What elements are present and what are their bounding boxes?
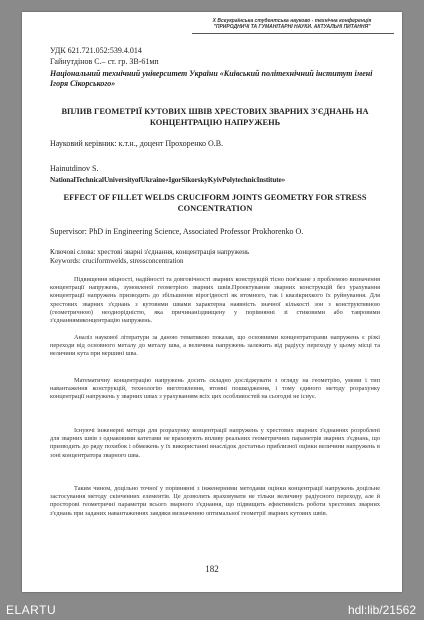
author-en: Hainutdinov S. bbox=[50, 164, 99, 173]
keywords-en: Keywords: cruciformwelds, stressconcentration bbox=[50, 257, 184, 265]
body-paragraph: Підвищення міцності, надійності та довговічності зварних конструкцій тісно пов'язане з проблемою визначення концентрації напружень, зумовленої геометрією зварних швів.Проектування зварних конструкцій без урахування концентрації напружень призводить до збільшення вірогідності як втомного, так і квазікрихкого їх руйнування. Для хрестових зварних з'єднань з кутовими швами характерна наявність значної кількості зон з конструктивною (геометричною) неоднорідністю, яка причинаніздвищену у порівнянні зі стиковими або тавровими з'єднаннямиконцентрацію напружень. bbox=[50, 276, 380, 325]
udk-code: УДК 621.721.052:539.4.014 bbox=[50, 46, 142, 55]
conference-header bbox=[192, 18, 392, 30]
document-page bbox=[22, 12, 402, 592]
body-paragraph: Математичну концентрацію напружень досить складно досліджувати з огляду на геометрію, умови і тип навантаження конструкцій, технологію виготовлення, втомні пошкодження, і тому єдиного методу розрахунку концентрації напружень у зварних швах з урахуванням всіх цих особливостей на сьогодні не існує. bbox=[50, 377, 380, 401]
supervisor-ua: Науковий керівник: к.т.н., доцент Прохоренко О.В. bbox=[50, 139, 224, 148]
affiliation-en: NationalTechnicalUniversityofUkraine«IgorSikorskyKyivPolytechnicInstitute» bbox=[50, 176, 286, 184]
conference-line-2: "ПРИРОДНИЧІ ТА ГУМАНІТАРНІ НАУКИ. АКТУАЛЬНІ ПИТАННЯ" bbox=[213, 24, 371, 30]
title-ua: ВПЛИВ ГЕОМЕТРІЇ КУТОВИХ ШВІВ ХРЕСТОВИХ ЗВАРНИХ З'ЄДНАНЬ НА КОНЦЕНТРАЦІЮ НАПРУЖЕНЬ bbox=[61, 107, 369, 127]
page-number: 182 bbox=[205, 564, 219, 574]
conference-line-1: Х Всеукраїнська студентська науково - технічна конференція bbox=[212, 18, 372, 24]
keywords-ua: Ключові слова: хрестові зварні з'єднання, концентрація напружень bbox=[50, 248, 250, 256]
body-paragraph: Існуючі інженерні методи для розрахунку концентрації напружень у хрестових зварних з'єднаннях розроблені для зварних швів з однаковими катетами не враховують впливу реальних геометричних параметрів зварних з'єднань, що призводить до ряду похибок і обмежень у їх використанні внаслідок достатньо приблизної оцінки величини напружень в зоні концентратора зварного шва. bbox=[50, 427, 380, 459]
header-divider bbox=[192, 33, 394, 34]
body-paragraph: Аналіз наукової літератури за даною тематикою показав, що основними концентраторами напружень є різкі переходи від основного металу до металу шва, а величина напружень залежить від радіусу переходу у цьому місці та величини кута при вершині шва. bbox=[50, 334, 380, 358]
title-en: EFFECT OF FILLET WELDS CRUCIFORM JOINTS GEOMETRY FOR STRESS CONCENTRATION bbox=[63, 193, 367, 213]
author-ua: Гайнутдінов С.– ст. гр. ЗВ-61мп bbox=[50, 57, 159, 66]
handle-label: hdl:lib/21562 bbox=[347, 603, 416, 617]
repository-label: ELARTU bbox=[6, 603, 57, 617]
supervisor-en: Supervisor: PhD in Engineering Science, Associated Professor Prokhorenko O. bbox=[50, 227, 304, 236]
affiliation-ua: Національний технічний університет України «Київський політехнічний інститут імені Ігоря Сікорського» bbox=[50, 69, 373, 88]
body-paragraph: Таким чином, доцільно точної у порівнянні з інженерними методами оцінки концентрації напружень доцільне застосування методу скінченних елементів. Це дозволить враховувати не тільки величину радіусного переходу, але й просторові геометричні параметри всього зварного з'єднання, що підвищить ефективність роботи хрестових зварних з'єднань при заданих навантаженнях завдяки визначенню оптимальної геометрії зварних кутових швів. bbox=[50, 485, 380, 517]
